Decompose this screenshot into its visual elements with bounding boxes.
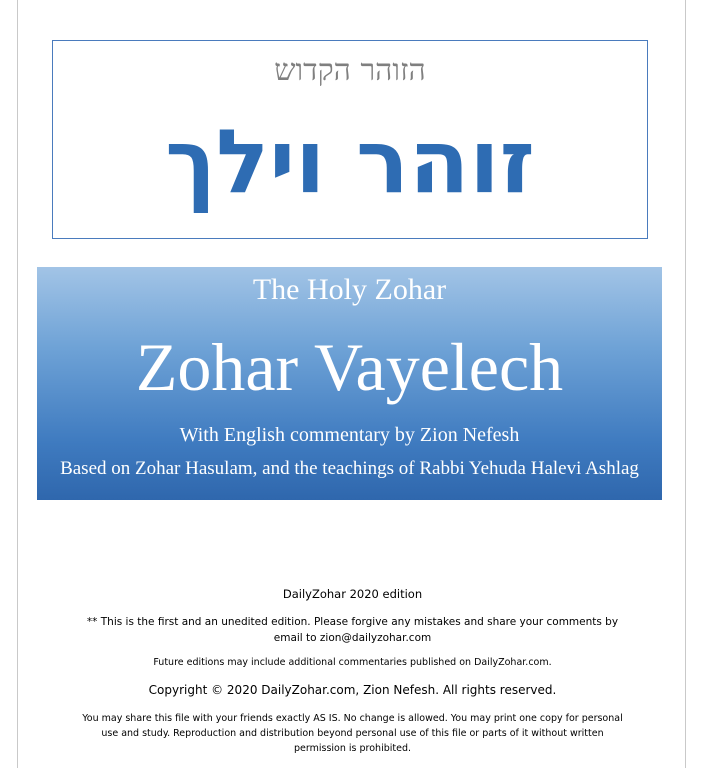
edition-text: DailyZohar 2020 edition bbox=[282, 587, 423, 601]
banner-commentary-line: With English commentary by Zion Nefesh bbox=[179, 424, 520, 446]
banner-based-on-line: Based on Zohar Hasulam, and the teachings of Rabbi Yehuda Halevi Ashlag bbox=[60, 458, 639, 479]
sharing-terms-text: You may share this file with your friends exactly AS IS. No change is allowed. You may print one copy for personal use and study. Reproduction and distribution beyond personal use of this file or parts of it without written permission is prohibited. bbox=[82, 713, 623, 754]
future-editions-text: Future editions may include additional commentaries published on DailyZohar.com. bbox=[153, 657, 552, 668]
banner-main-title: Zohar Vayelech bbox=[135, 329, 564, 405]
hebrew-subtitle: הזוהר הקדוש bbox=[274, 53, 426, 88]
copyright-text: Copyright © 2020 DailyZohar.com, Zion Nefesh. All rights reserved. bbox=[148, 683, 557, 697]
hebrew-title-box bbox=[52, 40, 648, 239]
title-banner bbox=[37, 267, 662, 500]
banner-subtitle: The Holy Zohar bbox=[252, 273, 447, 306]
hebrew-title: זוהר וילך bbox=[165, 110, 535, 213]
page-right-edge bbox=[685, 0, 686, 768]
page-left-edge bbox=[17, 0, 18, 768]
unedited-note: ** This is the first and an unedited edition. Please forgive any mistakes and share your comments by email to zion@dailyzohar.com bbox=[86, 616, 619, 644]
